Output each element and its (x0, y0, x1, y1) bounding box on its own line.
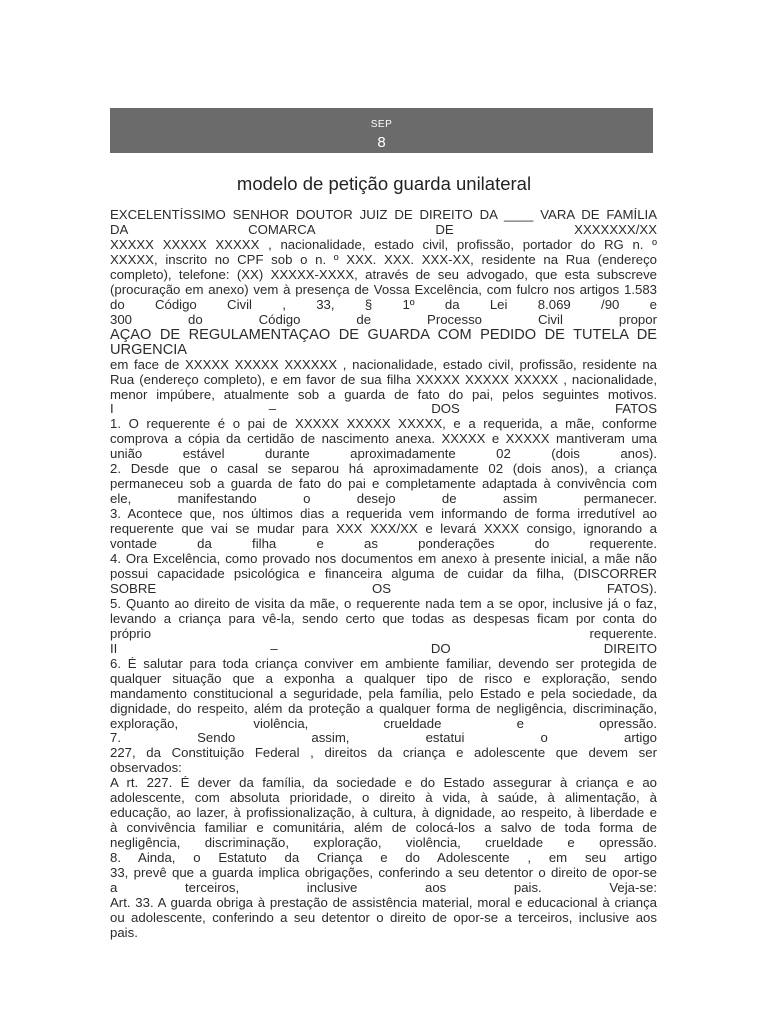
document-line: URGÊNCIA (110, 342, 188, 358)
document-line: 6. É salutar para toda criança conviver em ambiente familiar, devendo ser protegida de (110, 656, 657, 671)
page-title: modelo de petição guarda unilateral (236, 173, 532, 194)
document-line: do Código Civil , 33, § 1º da Lei 8.069 /90 e (110, 297, 657, 312)
document-line: levando a criança para vê-la, sendo certo que todas as despesas ficam por conta do (110, 611, 657, 626)
document-line: educação, ao lazer, à profissionalização, à cultura, à dignidade, ao respeito, à liberdade e (110, 806, 657, 821)
document-line: (procuração em anexo) vem à presença de Vossa Excelência, com fulcro nos artigos 1.583 (110, 282, 657, 297)
document-line: vontade da filha e as ponderações do requerente. (110, 537, 657, 552)
date-month: SEP (370, 119, 393, 130)
document-line: qualquer situação que a exponha a qualquer tipo de risco e exploração, sendo (110, 671, 657, 686)
document-line: 7. Sendo assim, estatui o artigo (110, 731, 657, 746)
document-line: Art. 33. A guarda obriga à prestação de assistência material, moral e educacional à criança (110, 895, 657, 910)
document-line: menor impúbere, atualmente sob a guarda de fato do pai, pelos seguintes motivos. (110, 387, 657, 402)
document-line: a terceiros, inclusive aos pais. Veja-se: (110, 880, 657, 895)
document-line: EXCELENTÍSSIMO SENHOR DOUTOR JUIZ DE DIREITO DA ____ VARA DE FAMÍLIA (110, 208, 657, 222)
document-line: XXXXX, inscrito no CPF sob o n. º XXX. XXX. XXX-XX, residente na Rua (endereço (110, 252, 657, 267)
document-line: XXXXX XXXXX XXXXX , nacionalidade, estado civil, profissão, portador do RG n. º (110, 237, 657, 252)
document-line: possui capacidade psicológica e financeira alguma de cuidar da filha, (DISCORRER (110, 566, 657, 581)
document-line: I – DOS FATOS (110, 402, 657, 417)
document-line: DA COMARCA DE XXXXXXX/XX (110, 222, 657, 237)
document-line: A rt. 227. É dever da família, da sociedade e do Estado assegurar à criança e ao (110, 776, 657, 791)
document-line: 3. Acontece que, nos últimos dias a requerida vem informando de forma irredutível ao (110, 507, 657, 522)
document-line: 1. O requerente é o pai de XXXXX XXXXX XXXXX, e a requerida, a mãe, conforme (110, 417, 657, 432)
document-line: à convivência familiar e comunitária, além de colocá-los a salvo de toda forma de (110, 821, 657, 836)
document-body (110, 208, 657, 941)
document-line: 4. Ora Excelência, como provado nos documentos em anexo à presente inicial, a mãe não (110, 552, 657, 567)
document-line: pais. (110, 925, 138, 940)
date-badge (110, 108, 653, 153)
document-line: II – DO DIREITO (110, 641, 657, 656)
document-line: AÇÃO DE REGULAMENTAÇÃO DE GUARDA COM PEDIDO DE TUTELA DE (110, 327, 657, 343)
document-line: 2. Desde que o casal se separou há aproximadamente 02 (dois anos), a criança (110, 462, 657, 477)
document-line: Rua (endereço completo), e em favor de sua filha XXXXX XXXXX XXXXX , nacionalidade, (110, 372, 657, 387)
document-line: união estável durante aproximadamente 02 (dois anos). (110, 447, 657, 462)
document-line: ele, manifestando o desejo de assim permanecer. (110, 492, 657, 507)
document-line: 5. Quanto ao direito de visita da mãe, o requerente nada tem a se opor, inclusive já o faz, (110, 596, 657, 611)
document-line: 300 do Código de Processo Civil propor (110, 312, 657, 327)
document-line: requerente que vai se mudar para XXX XXX/XX e levará XXXX consigo, ignorando a (110, 522, 657, 537)
document-line: exploração, violência, crueldade e opressão. (110, 716, 657, 731)
document-line: permaneceu sob a guarda de fato do pai e completamente adaptada à convivência com (110, 477, 657, 492)
document-line: completo), telefone: (XX) XXXXX-XXXX, através de seu advogado, que esta subscreve (110, 267, 657, 282)
document-line: SOBRE OS FATOS). (110, 581, 657, 596)
document-line: negligência, discriminação, exploração, violência, crueldade e opressão. (110, 836, 657, 851)
document-line: comprova a cópia da certidão de nascimento anexa. XXXXX e XXXXX mantiveram uma (110, 432, 657, 447)
date-day: 8 (377, 134, 386, 151)
document-line: 33, prevê que a guarda implica obrigações, conferindo a seu detentor o direito de opor-se (110, 866, 657, 881)
document-line: observados: (110, 761, 182, 776)
document-line: ou adolescente, conferindo a seu detentor o direito de opor-se a terceiros, inclusive aos (110, 910, 657, 925)
document-line: mandamento constitucional a seguridade, pela família, pelo Estado e pela sociedade, da (110, 686, 657, 701)
document-line: 8. Ainda, o Estatuto da Criança e do Adolescente , em seu artigo (110, 851, 657, 866)
document-line: em face de XXXXX XXXXX XXXXXX , nacionalidade, estado civil, profissão, residente na (110, 357, 657, 372)
document-line: dignidade, do respeito, além da proteção a qualquer forma de negligência, discriminação, (110, 701, 657, 716)
document-line: 227, da Constituição Federal , direitos da criança e adolescente que devem ser (110, 746, 657, 761)
document-line: próprio requerente. (110, 626, 657, 641)
document-line: adolescente, com absoluta prioridade, o direito à vida, à saúde, à alimentação, à (110, 791, 657, 806)
